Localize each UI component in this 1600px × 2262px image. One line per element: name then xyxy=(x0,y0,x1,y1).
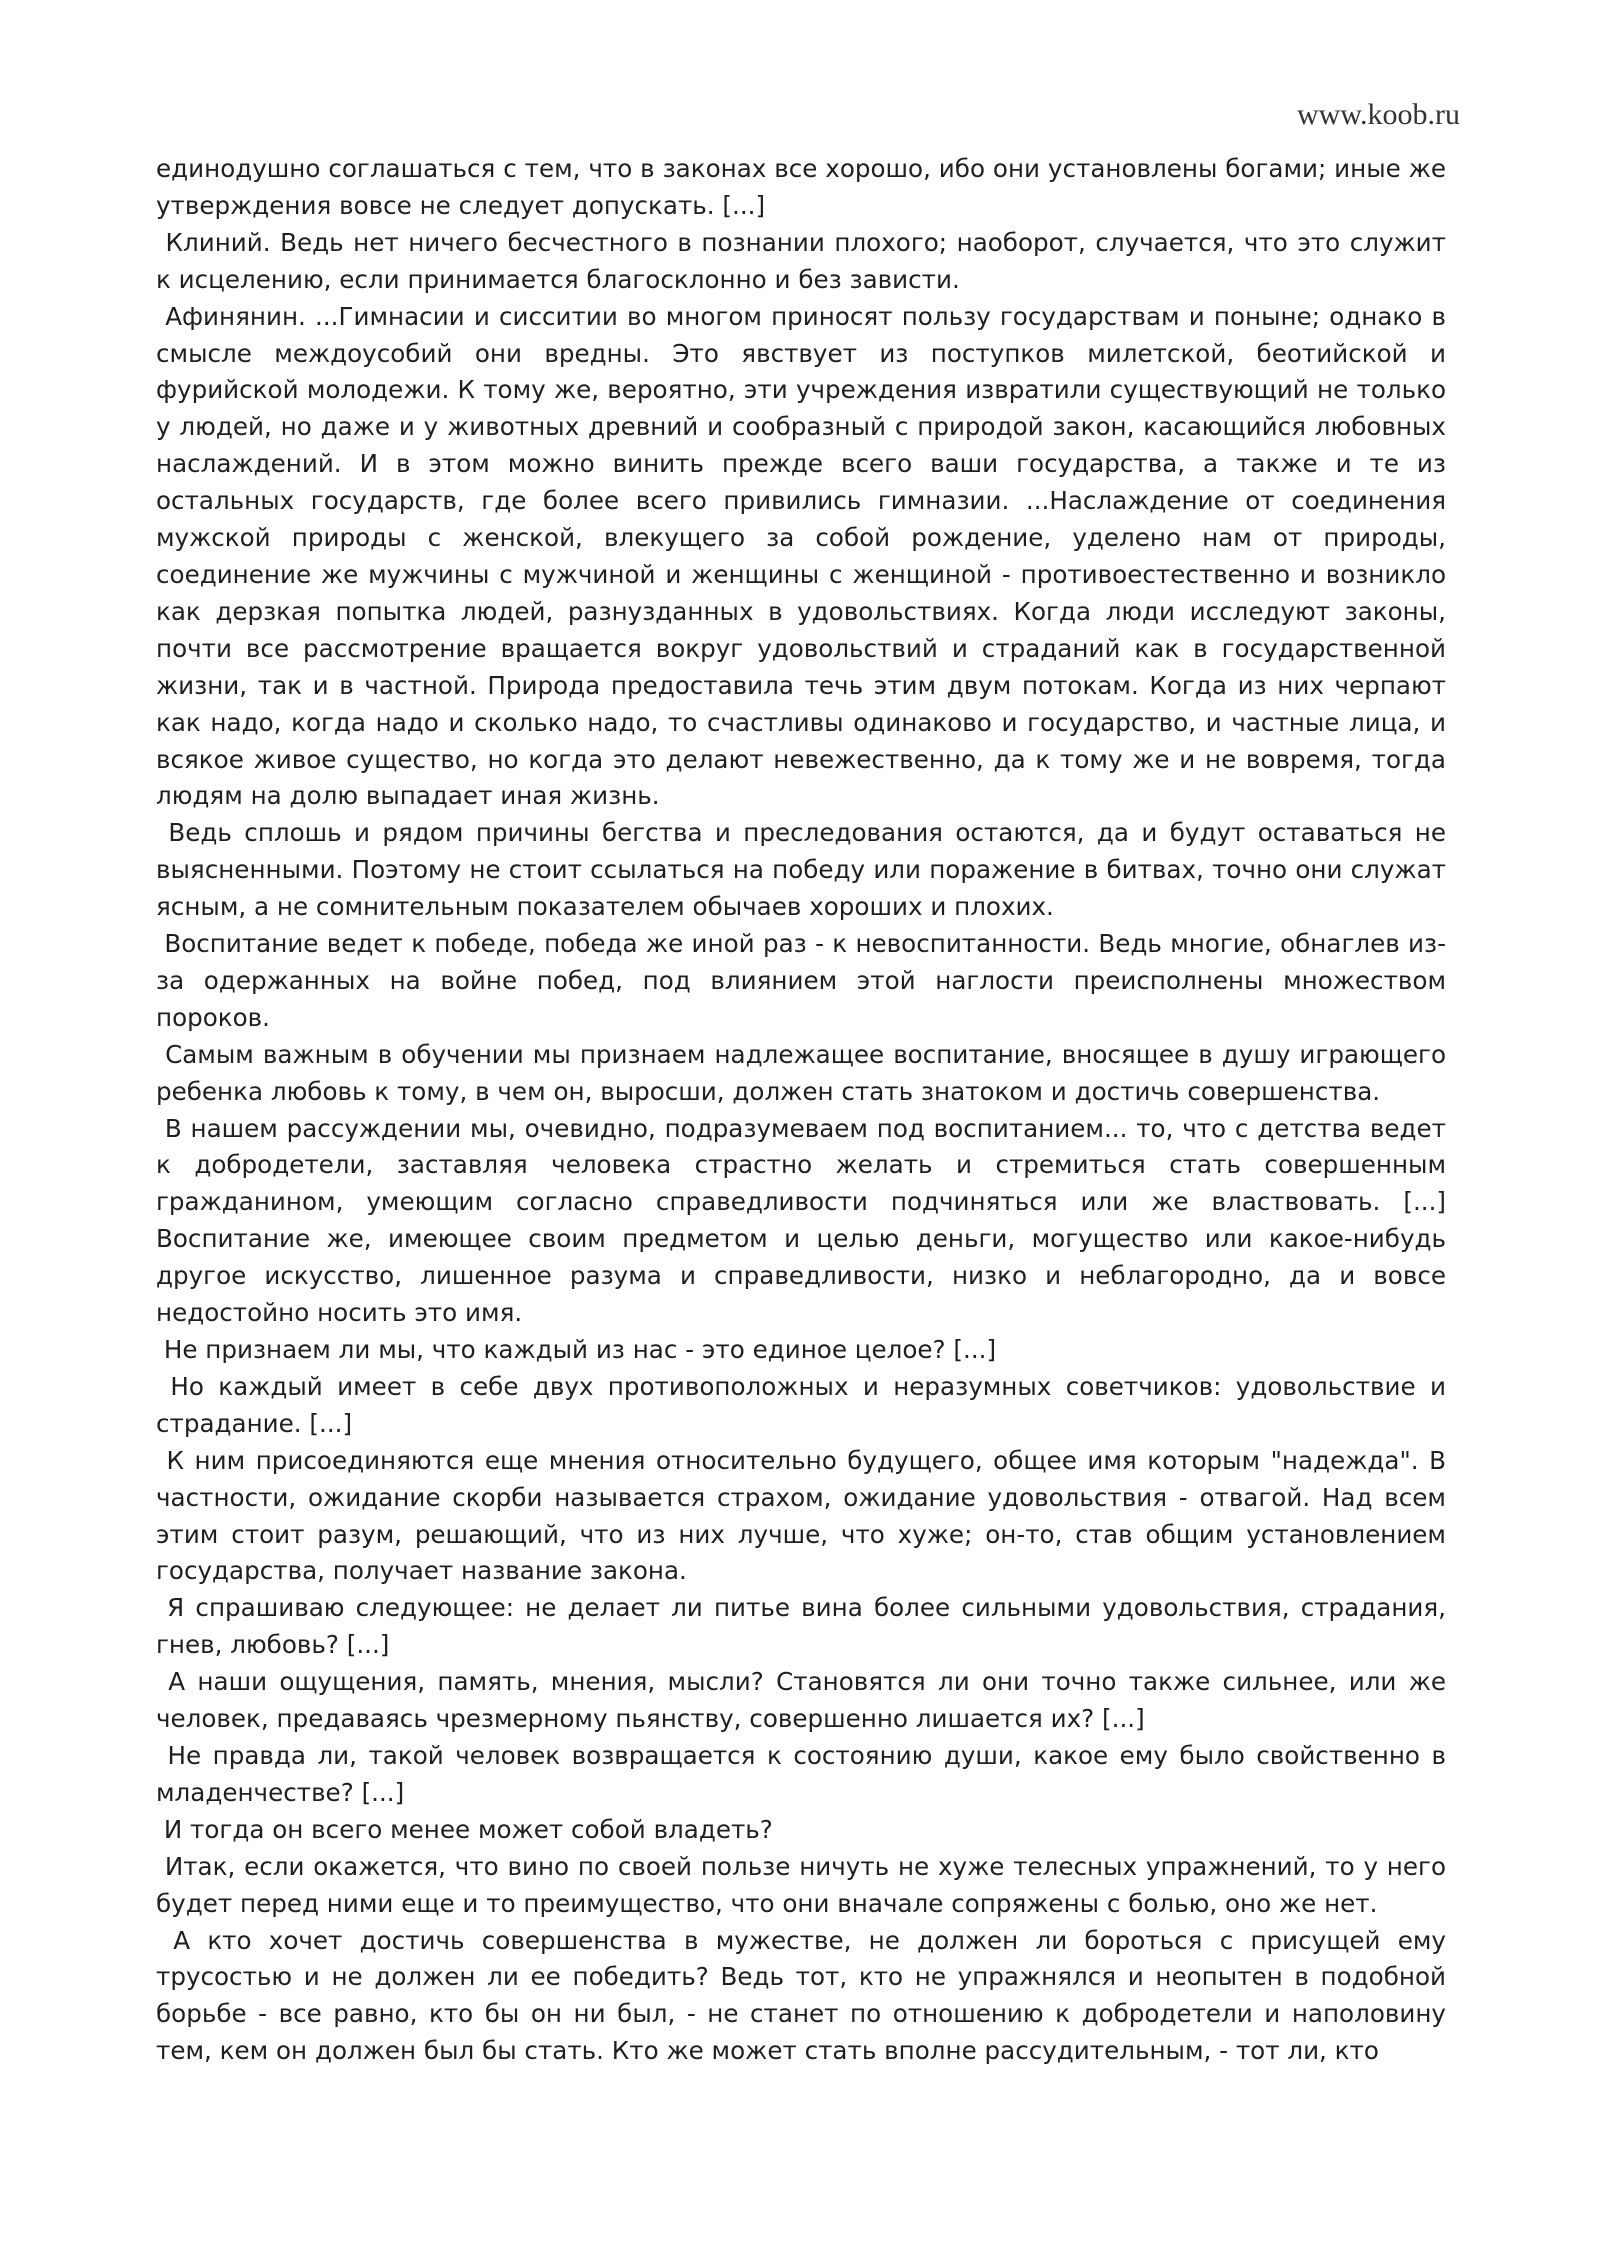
paragraph: Итак, если окажется, что вино по своей пользе ничуть не хуже телесных упражнений, то у него будет перед ними еще и то преимущество, что они вначале сопряжены с болью, оно же нет. xyxy=(156,1851,1454,1918)
paragraph: Воспитание ведет к победе, победа же иной раз - к невоспитанности. Ведь многие, обнаглев из-за одержанных на войне побед, под влиянием этой наглости преисполнены множеством пороков. xyxy=(156,929,1454,1032)
paragraph: Афинянин. ...Гимнасии и сисситии во многом приносят пользу государствам и поныне; однако в смысле междоусобий они вредны. Это явствует из поступков милетской, беотийской и фурийской молодежи. К тому же, вероятно, эти учреждения извратили существующий не только у людей, но даже и у животных древний и сообразный с природой закон, касающийся любовных наслаждений. И в этом можно винить прежде всего ваши государства, а также и те из остальных государств, где более всего привились гимназии. ...Наслаждение от соединения мужской природы с женской, влекущего за собой рождение, уделено нам от природы, соединение же мужчины с мужчиной и женщины с женщиной - противоестественно и возникло как дерзкая попытка людей, разнузданных в удовольствиях. Когда люди исследуют законы, почти все рассмотрение вращается вокруг удовольствий и страданий как в государственной жизни, так и в частной. Природа предоставила течь этим двум потокам. Когда из них черпают как надо, когда надо и сколько надо, то счастливы одинаково и государство, и частные лица, и всякое живое существо, но когда это делают невежественно, да к тому же и не вовремя, тогда людям на долю выпадает иная жизнь. xyxy=(156,301,1454,811)
paragraph: К ним присоединяются еще мнения относительно будущего, общее имя которым "надежда". В частности, ожидание скорби называется страхом, ожидание удовольствия - отвагой. Над всем этим стоит разум, решающий, что из них лучше, что хуже; он-то, став общим установлением государства, получает название закона. xyxy=(156,1445,1454,1586)
paragraph: Но каждый имеет в себе двух противоположных и неразумных советчиков: удовольствие и страдание. [...] xyxy=(156,1371,1454,1438)
paragraph: И тогда он всего менее может собой владеть? xyxy=(156,1814,773,1844)
document-body xyxy=(156,151,1454,2070)
paragraph: единодушно соглашаться с тем, что в законах все хорошо, ибо они установлены богами; иные же утверждения вовсе не следует допускать. [...] xyxy=(156,154,1454,220)
paragraph: А наши ощущения, память, мнения, мысли? Становятся ли они точно также сильнее, или же человек, предаваясь чрезмерному пьянству, совершенно лишается их? [...] xyxy=(156,1667,1454,1734)
site-url-header: www.koob.ru xyxy=(1296,98,1460,131)
paragraph: Самым важным в обучении мы признаем надлежащее воспитание, вносящее в душу играющего ребенка любовь к тому, в чем он, выросши, должен стать знатоком и достичь совершенства. xyxy=(156,1039,1454,1106)
paragraph: Ведь сплошь и рядом причины бегства и преследования остаются, да и будут оставаться не выясненными. Поэтому не стоит ссылаться на победу или поражение в битвах, точно они служат ясным, а не сомнительным показателем обычаев хороших и плохих. xyxy=(156,818,1454,922)
paragraph: В нашем рассуждении мы, очевидно, подразумеваем под воспитанием... то, что с детства ведет к добродетели, заставляя человека страстно желать и стремиться стать совершенным гражданином, умеющим согласно справедливости подчиняться или же властвовать. [...] Воспитание же, имеющее своим предметом и целью деньги, могущество или какое-нибудь другое искусство, лишенное разума и справедливости, низко и неблагородно, да и вовсе недостойно носить это имя. xyxy=(156,1113,1454,1328)
paragraph: Я спрашиваю следующее: не делает ли питье вина более сильными удовольствия, страдания, гнев, любовь? [...] xyxy=(156,1593,1454,1660)
paragraph: Не признаем ли мы, что каждый из нас - это единое целое? [...] xyxy=(156,1335,997,1364)
paragraph: А кто хочет достичь совершенства в мужестве, не должен ли бороться с присущей ему трусостью и не должен ли ее победить? Ведь тот, кто не упражнялся и неопытен в подобной борьбе - все равно, кто бы он ни был, - не станет по отношению к добродетели и наполовину тем, кем он должен был бы стать. Кто же может стать вполне рассудительным, - тот ли, кто xyxy=(156,1925,1454,2066)
paragraph: Не правда ли, такой человек возвращается к состоянию души, какое ему было свойственно в младенчестве? [...] xyxy=(156,1740,1454,1807)
paragraph: Клиний. Ведь нет ничего бесчестного в познании плохого; наоборот, случается, что это служит к исцелению, если принимается благосклонно и без зависти. xyxy=(156,227,1454,294)
